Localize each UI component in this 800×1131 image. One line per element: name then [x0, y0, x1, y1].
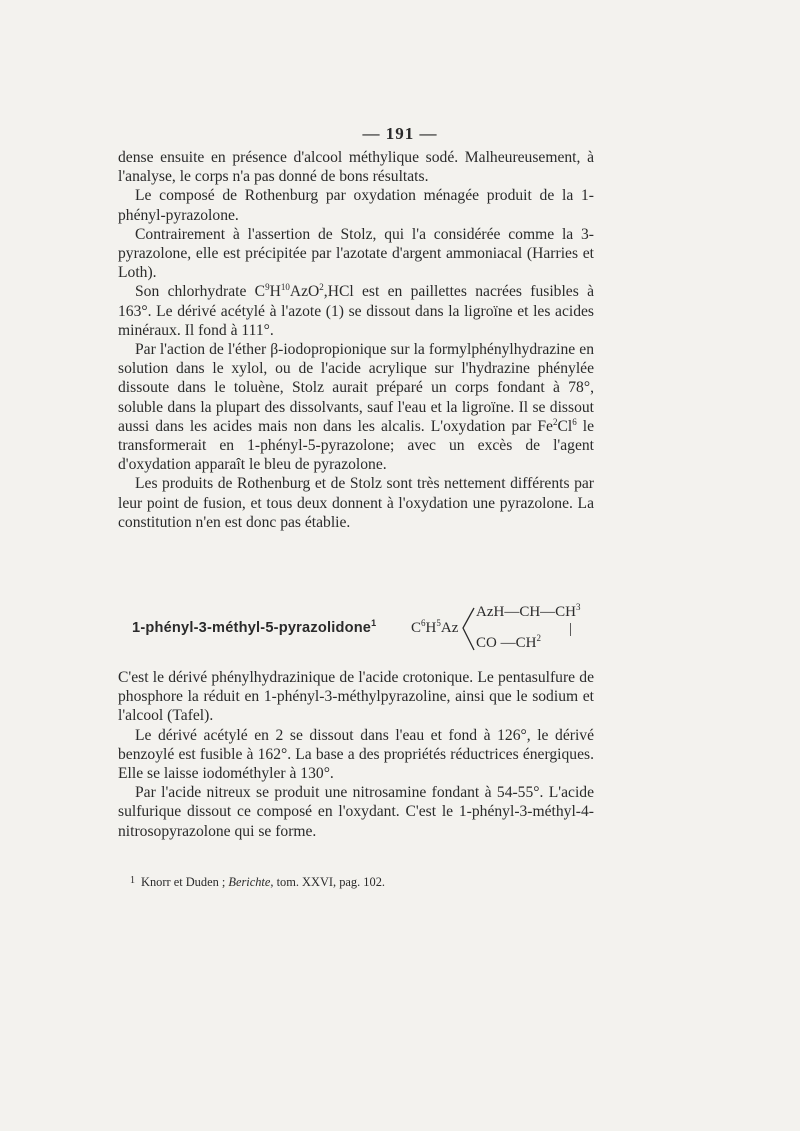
- text-run: dense ensuite en présence d'alcool méthylique sodé. Malheureusement, à l'analyse, le corps n'a pas donné de bons résultats.: [118, 149, 594, 186]
- text-run: Le dérivé acétylé en 2 se dissout dans l'eau et fond à 126°, le dérivé benzoylé est fusible à 162°. La base a des propriétés réductrices énergiques. Elle se laisse iodométhyler à 130°.: [118, 726, 594, 783]
- superscript: 2: [319, 282, 324, 293]
- structure-bond: |: [569, 621, 573, 637]
- text-run: Az: [440, 620, 459, 636]
- structure-bracket: [460, 606, 476, 654]
- footnote-mark: 1: [130, 875, 135, 886]
- text-run: H: [269, 283, 281, 301]
- superscript: 9: [265, 282, 270, 293]
- text-run: ,HCl est en paillettes nacrées fusibles à 163°. Le dérivé acétylé à l'azote (1) se dissout dans la ligroïne et les acides minéraux. Il fond à 111°.: [118, 283, 595, 339]
- paragraph: [118, 783, 594, 841]
- paragraph: [118, 148, 594, 186]
- text-run: AzO: [289, 283, 320, 301]
- text-run: C'est le dérivé phénylhydrazinique de l'acide crotonique. Le pentasulfure de phosphore la réduit en 1-phényl-3-méthylpyrazoline, ainsi que le sodium et l'alcool (Tafel).: [118, 669, 594, 725]
- body-text-bottom: [118, 668, 594, 841]
- superscript: 2: [536, 633, 541, 643]
- paragraph: [118, 186, 594, 224]
- text-run: Cl: [557, 417, 573, 435]
- text-run: C: [411, 620, 422, 636]
- text-run: le transformerait en 1-phényl-5-pyrazolone; avec un excès de l'agent d'oxydation apparaît le bleu de pyrazolone.: [118, 417, 594, 474]
- text-run: Par l'action de l'éther β-iodopropionique sur la formylphénylhydrazine en solution dans le xylol, ou de l'acide acrylique sur l'hydrazine phénylée dissoute dans le toluène, Stolz aurait préparé un corps fondant à 78°, soluble dans la plupart des dissolvants, sauf l'eau et la ligroïne. Il se dissout aussi dans les acides mais non dans les alcalis. L'oxydation par Fe: [118, 341, 594, 435]
- footnote-reference: 1: [371, 618, 377, 628]
- structure-bottom-chain: [476, 635, 541, 652]
- superscript: 6: [572, 416, 577, 427]
- paragraph: [118, 340, 594, 474]
- paragraph: [118, 474, 594, 532]
- paragraph: [118, 668, 594, 726]
- paragraph: [118, 282, 594, 340]
- text-run: Les produits de Rothenburg et de Stolz sont très nettement différents par leur point de fusion, et tous deux donnent à l'oxydation une pyrazolone. La constitution n'en est donc pas établie.: [118, 475, 594, 531]
- text-run: Par l'acide nitreux se produit une nitrosamine fondant à 54-55°. L'acide sulfurique dissout ce composé en l'oxydant. C'est le 1-phényl-3-méthyl-4-nitrosopyrazolone qui se forme.: [118, 784, 594, 840]
- text-run: Contrairement à l'assertion de Stolz, qui l'a considérée comme la 3-pyrazolone, elle est précipitée par l'azotate d'argent ammoniacal (Harries et Loth).: [118, 225, 594, 282]
- superscript: 3: [576, 602, 581, 612]
- superscript: 5: [436, 618, 441, 628]
- text-run: AzH—CH—CH: [476, 604, 576, 620]
- compound-heading: [118, 604, 598, 656]
- footnote-prefix: Knorr et Duden ;: [141, 875, 229, 889]
- superscript: 6: [421, 618, 426, 628]
- text-run: Son chlorhydrate C: [135, 283, 266, 301]
- paragraph: [118, 726, 594, 784]
- superscript: 10: [280, 282, 290, 293]
- text-run: H: [425, 620, 437, 636]
- footnote-suffix: , tom. XXVI, pag. 102.: [270, 875, 385, 889]
- structure-top-chain: [476, 604, 581, 621]
- footnote-journal: Berichte: [228, 875, 271, 889]
- text-run: CO —CH: [476, 635, 537, 651]
- footnote: [130, 875, 385, 890]
- body-text-top: [118, 148, 594, 532]
- superscript: 2: [552, 416, 558, 427]
- compound-name: 1-phényl-3-méthyl-5-pyrazolidone$^1$: [132, 618, 377, 636]
- paragraph: [118, 225, 594, 283]
- page-number: — 191 —: [362, 124, 438, 143]
- compound-formula: [411, 620, 458, 637]
- text-run: Le composé de Rothenburg par oxydation ménagée produit de la 1-phényl-pyrazolone.: [118, 187, 594, 224]
